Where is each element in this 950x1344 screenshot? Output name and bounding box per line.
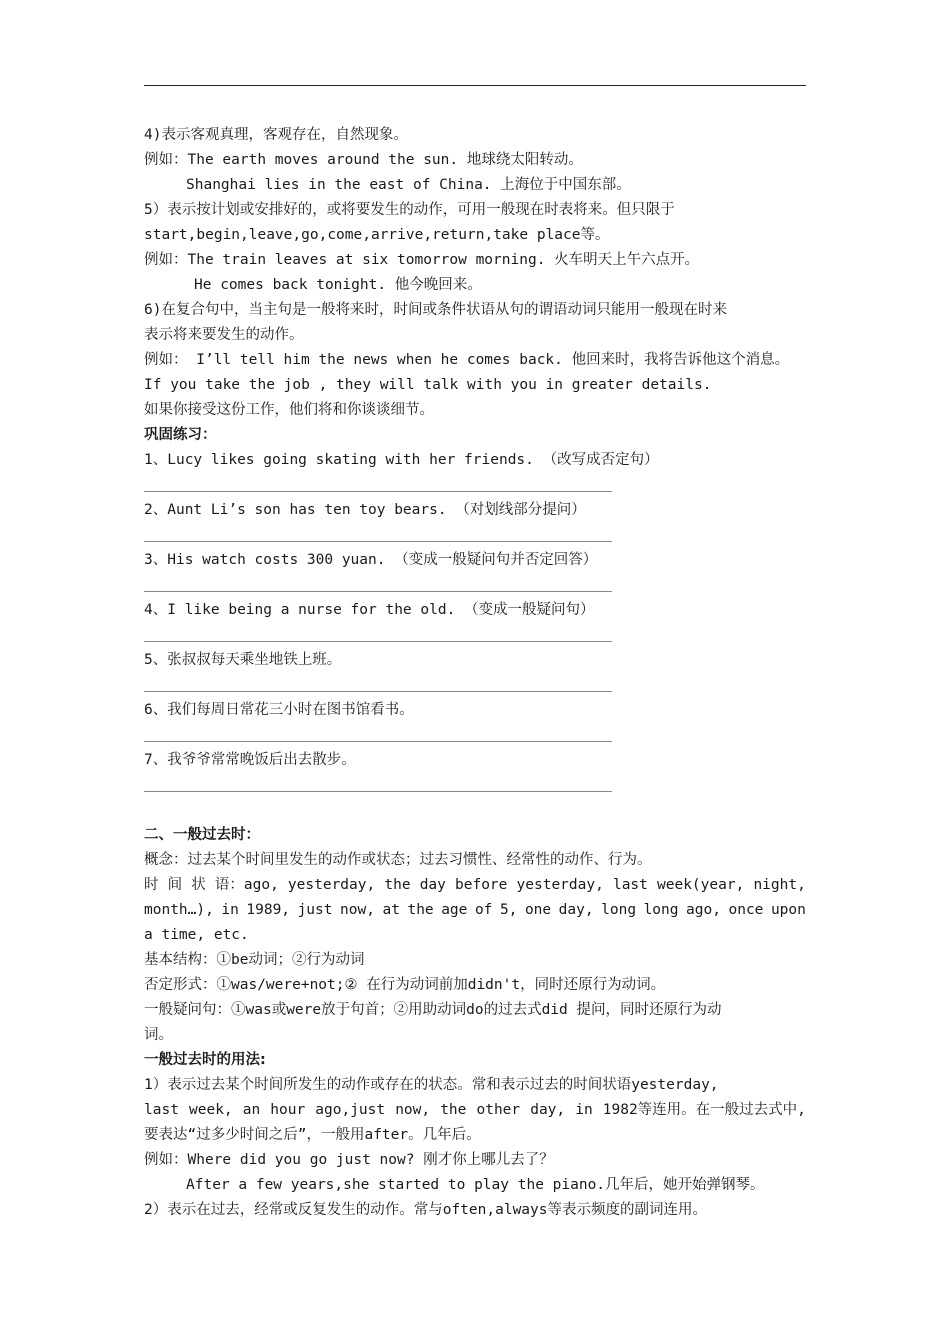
- word: now,: [340, 902, 375, 918]
- header-rule: [144, 85, 806, 86]
- rule4-example-2: Shanghai lies in the east of China. 上海位于中国东部。: [186, 177, 631, 193]
- word: in: [221, 902, 239, 918]
- word: yesterday,: [516, 877, 604, 893]
- word: 时: [144, 877, 159, 893]
- exercise-item: [144, 448, 806, 498]
- word: age: [441, 902, 468, 918]
- answer-blank[interactable]: [144, 773, 806, 798]
- answer-blank[interactable]: [144, 723, 806, 748]
- rule4-example-1: 例如：The earth moves around the sun. 地球绕太阳转动。: [144, 152, 583, 168]
- exercise-item: [144, 748, 806, 798]
- rule6-example-1: 例如： I’ll tell him the news when he comes back. 他回来时，我将告诉他这个消息。: [144, 352, 790, 368]
- word: the: [440, 1102, 467, 1118]
- usage1-example-2: After a few years,she started to play the piano.几年后，她开始弹钢琴。: [186, 1177, 765, 1193]
- word: 1989,: [246, 902, 291, 918]
- exercise-question: 1、Lucy likes going skating with her friends. （改写成否定句）: [144, 452, 659, 468]
- word: other: [476, 1102, 521, 1118]
- exercises-heading: 巩固练习：: [144, 427, 217, 443]
- word: 状: [191, 877, 206, 893]
- past-concept: 概念：过去某个时间里发生的动作或状态；过去习惯性、经常性的动作、行为。: [144, 852, 652, 868]
- word: yesterday,: [287, 877, 376, 893]
- rule6-line-1: 6)在复合句中，当主句是一般将来时，时间或条件状语从句的谓语动词只能用一般现在时来: [144, 302, 727, 318]
- exercise-item: [144, 548, 806, 598]
- word: 1982等连用。在一般过去式中,: [602, 1102, 806, 1118]
- word: one: [524, 902, 552, 918]
- word: 5,: [499, 902, 518, 918]
- usage1-line-1: 1）表示过去某个时间所发生的动作或存在的状态。常和表示过去的时间状语yesterday,: [144, 1077, 719, 1093]
- word: day,: [530, 1102, 566, 1118]
- rule5-line-1: 5）表示按计划或安排好的，或将要发生的动作，可用一般现在时表将来。但只限于: [144, 202, 675, 218]
- word: long: [643, 902, 679, 918]
- word: ago,just: [315, 1102, 386, 1118]
- rule6-example-2: If you take the job , they will talk with you in greater details.: [144, 377, 712, 393]
- exercise-item: [144, 698, 806, 748]
- word: the: [407, 902, 434, 918]
- question-form-line-2: 词。: [144, 1027, 173, 1043]
- word: once: [728, 902, 764, 918]
- section-gap: [144, 798, 806, 823]
- word: ago,: [686, 902, 721, 918]
- word: day: [419, 877, 446, 893]
- word: of: [474, 902, 493, 918]
- word: last: [144, 1102, 179, 1118]
- word: the: [384, 877, 411, 893]
- rule5-example-2: He comes back tonight. 他今晚回来。: [194, 277, 482, 293]
- word: week(year,: [657, 877, 745, 893]
- word: upon: [770, 902, 806, 918]
- word: day,: [558, 902, 594, 918]
- rule6-example-3: 如果你接受这份工作，他们将和你谈谈细节。: [144, 402, 434, 418]
- word: 语：ago,: [214, 877, 279, 893]
- exercise-question: 2、Aunt Li’s son has ten toy bears. （对划线部分提问）: [144, 502, 586, 518]
- answer-blank[interactable]: [144, 473, 806, 498]
- word: just: [297, 902, 333, 918]
- word: in: [575, 1102, 593, 1118]
- usage2-line-1: 2）表示在过去，经常或反复发生的动作。常与often,always等表示频度的副词连用。: [144, 1202, 707, 1218]
- exercise-item: [144, 648, 806, 698]
- answer-blank[interactable]: [144, 573, 806, 598]
- answer-blank[interactable]: [144, 523, 806, 548]
- rule5-example-1: 例如：The train leaves at six tomorrow morning. 火车明天上午六点开。: [144, 252, 700, 268]
- exercise-item: [144, 598, 806, 648]
- usage1-line-2: [144, 1098, 806, 1123]
- word: month…),: [144, 902, 214, 918]
- word: long: [601, 902, 637, 918]
- rule5-line-2: start,begin,leave,go,come,arrive,return,take place等。: [144, 227, 610, 243]
- page-content: [144, 123, 806, 1223]
- past-tense-heading: 二、一般过去时：: [144, 827, 260, 843]
- word: at: [382, 902, 400, 918]
- exercise-question: 4、I like being a nurse for the old. （变成一般疑问句）: [144, 602, 595, 618]
- negative-form: 否定形式：①was/were+not;② 在行为动词前加didn't，同时还原行为动词。: [144, 977, 666, 993]
- exercise-question: 7、我爷爷常常晚饭后出去散步。: [144, 752, 356, 768]
- time-adverbials-line-1: [144, 873, 806, 898]
- question-form-line-1: 一般疑问句：①was或were放于句首；②用助动词do的过去式did 提问，同时还原行为动: [144, 1002, 722, 1018]
- word: 间: [167, 877, 183, 893]
- rule6-line-2: 表示将来要发生的动作。: [144, 327, 304, 343]
- time-adverbials-line-3: a time, etc.: [144, 927, 249, 943]
- usage-heading: 一般过去时的用法:: [144, 1052, 266, 1068]
- word: night,: [753, 877, 806, 893]
- word: before: [455, 877, 508, 893]
- rule4-title: 4)表示客观真理，客观存在，自然现象。: [144, 127, 408, 143]
- exercise-item: [144, 498, 806, 548]
- word: last: [612, 877, 648, 893]
- exercise-question: 3、His watch costs 300 yuan. （变成一般疑问句并否定回答）: [144, 552, 598, 568]
- basic-structure: 基本结构：①be动词；②行为动词: [144, 952, 365, 968]
- time-adverbials-line-2: [144, 898, 806, 923]
- word: now,: [395, 1102, 431, 1118]
- word: week,: [189, 1102, 233, 1118]
- answer-blank[interactable]: [144, 673, 806, 698]
- exercise-question: 6、我们每周日常花三小时在图书馆看书。: [144, 702, 414, 718]
- word: an: [242, 1102, 261, 1118]
- exercise-question: 5、张叔叔每天乘坐地铁上班。: [144, 652, 342, 668]
- usage1-example-1: 例如：Where did you go just now? 刚才你上哪儿去了？: [144, 1152, 554, 1168]
- word: hour: [270, 1102, 306, 1118]
- answer-blank[interactable]: [144, 623, 806, 648]
- usage1-line-3: 要表达“过多少时间之后”，一般用after。几年后。: [144, 1127, 481, 1143]
